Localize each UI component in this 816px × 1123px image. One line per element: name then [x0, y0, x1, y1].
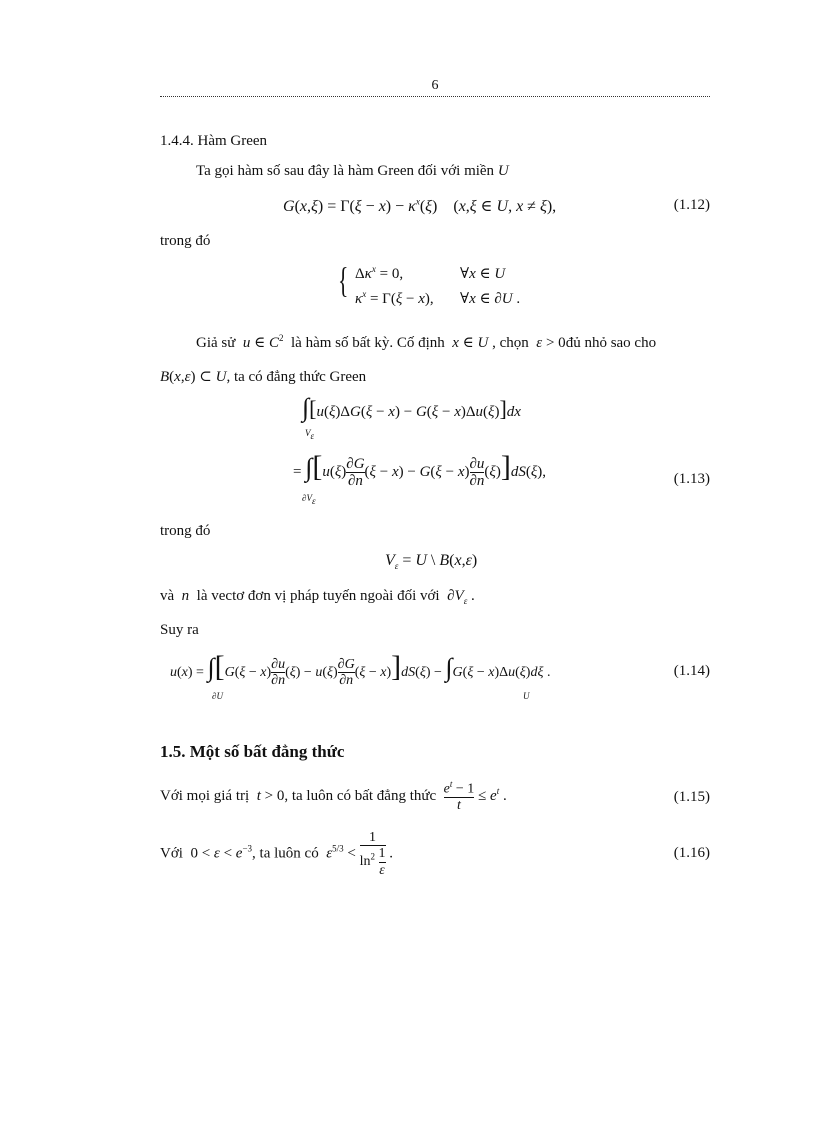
para-line-1: Giả sử u ∈ $C^2$ là hàm số bất kỳ. Cố định x ∈ U , chọn ε > 0đủ nhỏ sao cho — [196, 333, 657, 351]
eq-label-1-13: (1.13) — [673, 471, 710, 487]
inequality-1-16: Với $0 < \varepsilon < e^{-3}$, ta luôn có $\varepsilon^{5/3}$ < 1 $\ln^2$ $\frac{1}{\varepsilon}$ . — [160, 830, 393, 878]
integral-sub-ve: $V_\varepsilon$ — [305, 428, 315, 441]
system-cond-2: ∀x ∈ ∂U . — [460, 291, 521, 307]
intro-line — [196, 163, 509, 180]
eq-label-1-15: (1.15) — [673, 789, 710, 805]
equation-1-12: $G(x,\xi) = \Gamma(\xi - x) - \kappa^x(\xi)$ (x,ξ ∈ U, x ≠ ξ), — [283, 196, 557, 215]
intro-text: Ta gọi hàm số sau đây là hàm Green đối với miền — [196, 163, 495, 179]
header-rule — [160, 96, 710, 97]
vector-line: và n là vectơ đơn vị pháp tuyến ngoài đối với $\partial V_\varepsilon$ . — [160, 588, 475, 606]
section-heading: 1.5. Một số bất đẳng thức — [160, 742, 345, 761]
system-cond-1: ∀x ∈ U — [460, 266, 506, 282]
eq-label-1-14: (1.14) — [673, 663, 710, 679]
suy-ra: Suy ra — [160, 622, 199, 638]
integral-sub-u: U — [523, 691, 530, 701]
system-row-1: $\Delta\kappa^x = 0$, — [355, 264, 404, 282]
eq-label-1-16: (1.16) — [673, 845, 710, 861]
integral-sub-dve: $\partial V_\varepsilon$ — [302, 493, 316, 506]
eq-label-1-12: (1.12) — [673, 197, 710, 213]
where-label-2: trong đó — [160, 523, 211, 539]
subsection-heading: 1.4.4. Hàm Green — [160, 133, 268, 149]
equation-1-13-line-2: = ∫[u(ξ) $\frac{\partial G}{\partial n}$ (ξ − x) − G(ξ − x) $\frac{\partial u}{\partial n}$ (ξ)]dS(ξ), — [293, 450, 547, 490]
para-line-2: B(x,ε) ⊂ U, ta có đẳng thức Green — [160, 369, 367, 385]
equation-ve: $V_\varepsilon = U$ \ B(x,ε) — [385, 552, 478, 572]
system-row-2: $\kappa^x = \Gamma(\xi - x)$, — [355, 289, 434, 307]
equation-1-14: u(x) = ∫[G(ξ − x) $\frac{\partial u}{\partial n}$ (ξ) − u(ξ) $\frac{\partial G}{\partial n}$ (ξ − x)]dS(ξ) − ∫G(ξ − x)Δu(ξ)dξ . — [170, 650, 551, 689]
brace-left: { — [338, 260, 349, 300]
integral-sub-du: ∂U — [212, 691, 223, 701]
inequality-1-15: Với mọi giá trị t > 0, ta luôn có bất đẳng thức $\frac{e^t - 1}{t}$ ≤ $e^t$ . — [160, 779, 507, 814]
where-label-1: trong đó — [160, 233, 211, 249]
equation-1-13-line-1: ∫[u(ξ)ΔG(ξ − x) − G(ξ − x)Δu(ξ)]dx — [302, 393, 521, 422]
intro-var: U — [497, 163, 509, 179]
page-number: 6 — [431, 78, 439, 93]
